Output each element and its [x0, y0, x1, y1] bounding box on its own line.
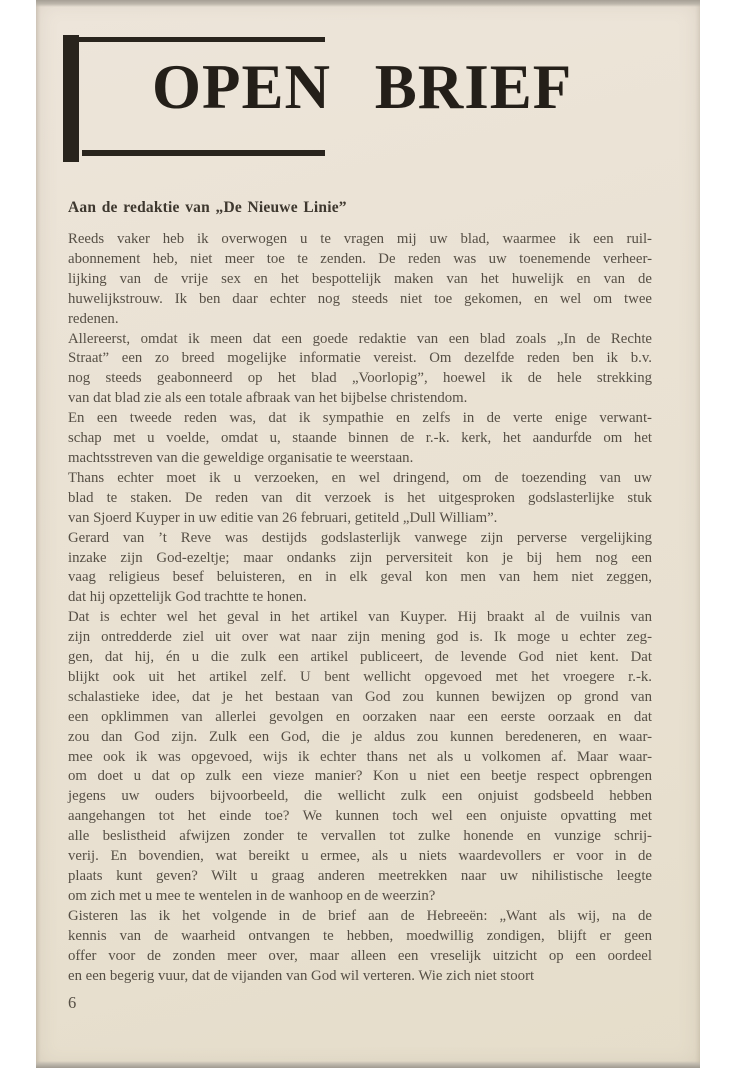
- scanned-page: [36, 0, 700, 1068]
- text-line: kennis van de waarheid ontvangen te hebben, moedwillig zondigen, blijft er geen: [68, 927, 652, 944]
- text-line: blad te staken. De reden van dit verzoek is het uitgesproken godslasterlijke stuk: [68, 489, 652, 506]
- salutation: Aan de redaktie van „De Nieuwe Linie”: [68, 199, 347, 216]
- text-line: Gisteren las ik het volgende in de brief aan de Hebreeën: „Want als wij, na de: [68, 907, 652, 924]
- paragraph: [68, 529, 652, 609]
- letter-body: [68, 230, 652, 986]
- text-line: huwelijkstrouw. Ik ben daar echter nog steeds niet toe gekomen, en wel om twee: [68, 290, 652, 307]
- text-line: Dat is echter wel het geval in het artikel van Kuyper. Hij braakt al de vuilnis van: [68, 609, 652, 626]
- text-line: machtsstreven van die geweldige organisatie te weerstaan.: [68, 449, 414, 466]
- page-number: 6: [68, 993, 77, 1012]
- text-line: zijn ontredderde ziel uit over wat naar zijn mening god is. Ik moge u echter zeg-: [68, 629, 652, 646]
- scan-edge-top: [36, 0, 700, 7]
- text-line: inzake zijn God-ezeltje; maar ondanks zijn perversiteit kon je bij hem nog een: [68, 549, 652, 566]
- text-line: offer voor de zonden meer over, maar alleen een vreselijk uitzicht op een oordeel: [68, 947, 652, 964]
- text-line: vaag religieus besef beluisteren, en in elk geval kon men van hem niet zeggen,: [68, 569, 652, 586]
- text-line: dat hij opzettelijk God trachtte te honen.: [68, 589, 307, 606]
- text-line: aangehangen tot het einde toe? We kunnen toch wel een onjuiste opvatting met: [68, 808, 652, 825]
- paragraph: [68, 409, 652, 469]
- text-line: blijkt ook uit het artikel zelf. U bent wellicht opgevoed met het vroegere r.-k.: [68, 668, 652, 685]
- paragraph: [68, 907, 652, 987]
- text-line: om zich met u mee te wentelen in de wanhoop en de weerzin?: [68, 887, 436, 904]
- text-line: Gerard van ’t Reve was destijds godslasterlijk vanwege zijn perverse vergelijking: [68, 529, 652, 546]
- title-bracket-bar: [63, 35, 79, 162]
- text-line: mee ook ik was opgevoed, wijs ik echter thans net als u volkomen af. Maar waar-: [68, 748, 652, 765]
- text-line: En een tweede reden was, dat ik sympathie en zelfs in de verte enige verwant-: [68, 410, 652, 427]
- title-bracket-top-rule: [79, 37, 325, 42]
- text-line: om doet u dat op zulk een vieze manier? Kon u niet een beetje respect opbrengen: [68, 768, 652, 785]
- page-title: OPEN BRIEF: [152, 52, 573, 122]
- text-line: plaats kunt geven? Wilt u graag anderen meetrekken naar uw nihilistische leegte: [68, 868, 652, 884]
- text-line: abonnement heb, niet meer toe te zenden. De reden was uw toenemende verheer-: [68, 250, 652, 267]
- text-line: Thans echter moet ik u verzoeken, en wel dringend, om de toezending van uw: [68, 469, 652, 486]
- text-line: een opklimmen van allerlei gevolgen en oorzaken naar een eerste oorzaak en dat: [68, 708, 652, 725]
- paragraph: [68, 608, 652, 907]
- title-bracket-bottom-rule: [82, 150, 325, 156]
- text-line: redenen.: [68, 310, 119, 327]
- text-line: verij. En bovendien, wat bereikt u ermee, als u niets waardevollers er voor in de: [68, 848, 652, 865]
- text-line: Allereerst, omdat ik meen dat een goede redaktie van een blad zoals „In de Rechte: [68, 330, 652, 347]
- text-line: lijking van de vrije sex en het bespottelijk maken van het huwelijk en van de: [68, 270, 652, 287]
- text-line: alle beslistheid afwijzen zonder te vervallen tot zulke honende en vunzige schrij-: [68, 828, 652, 845]
- text-line: schalastieke idee, dat je het bestaan van God zou kunnen bewijzen op grond van: [68, 688, 652, 705]
- text-line: jegens uw ouders bijvoorbeeld, die wellicht zulk een onjuist godsbeeld hebben: [68, 788, 652, 805]
- text-line: van dat blad zie als een totale afbraak van het bijbelse christendom.: [68, 390, 468, 407]
- text-line: Straat” een zo breed mogelijke informatie vereist. Om dezelfde reden ben ik b.v.: [68, 350, 652, 367]
- text-line: nog steeds geabonneerd op het blad „Voorlopig”, hoewel ik de hele strekking: [68, 370, 652, 387]
- paragraph: [68, 330, 652, 410]
- text-line: Reeds vaker heb ik overwogen u te vragen mij uw blad, waarmee ik een ruil-: [68, 231, 652, 247]
- text-line: schap met u voelde, omdat u, staande binnen de r.-k. kerk, het aandurfde om het: [68, 430, 652, 447]
- text-line: van Sjoerd Kuyper in uw editie van 26 februari, getiteld „Dull William”.: [68, 509, 498, 526]
- paragraph: [68, 230, 652, 330]
- text-line: en een begerig vuur, dat de vijanden van God wil verteren. Wie zich niet stoort: [68, 967, 535, 984]
- text-line: zou dan God zijn. Zulk een God, die je aldus zou kunnen beredeneren, en waar-: [68, 728, 652, 745]
- text-line: gen, dat hij, én u die zulk een artikel publiceert, de levende God niet kent. Dat: [68, 649, 652, 666]
- paragraph: [68, 469, 652, 529]
- scan-edge-bottom: [36, 1061, 700, 1068]
